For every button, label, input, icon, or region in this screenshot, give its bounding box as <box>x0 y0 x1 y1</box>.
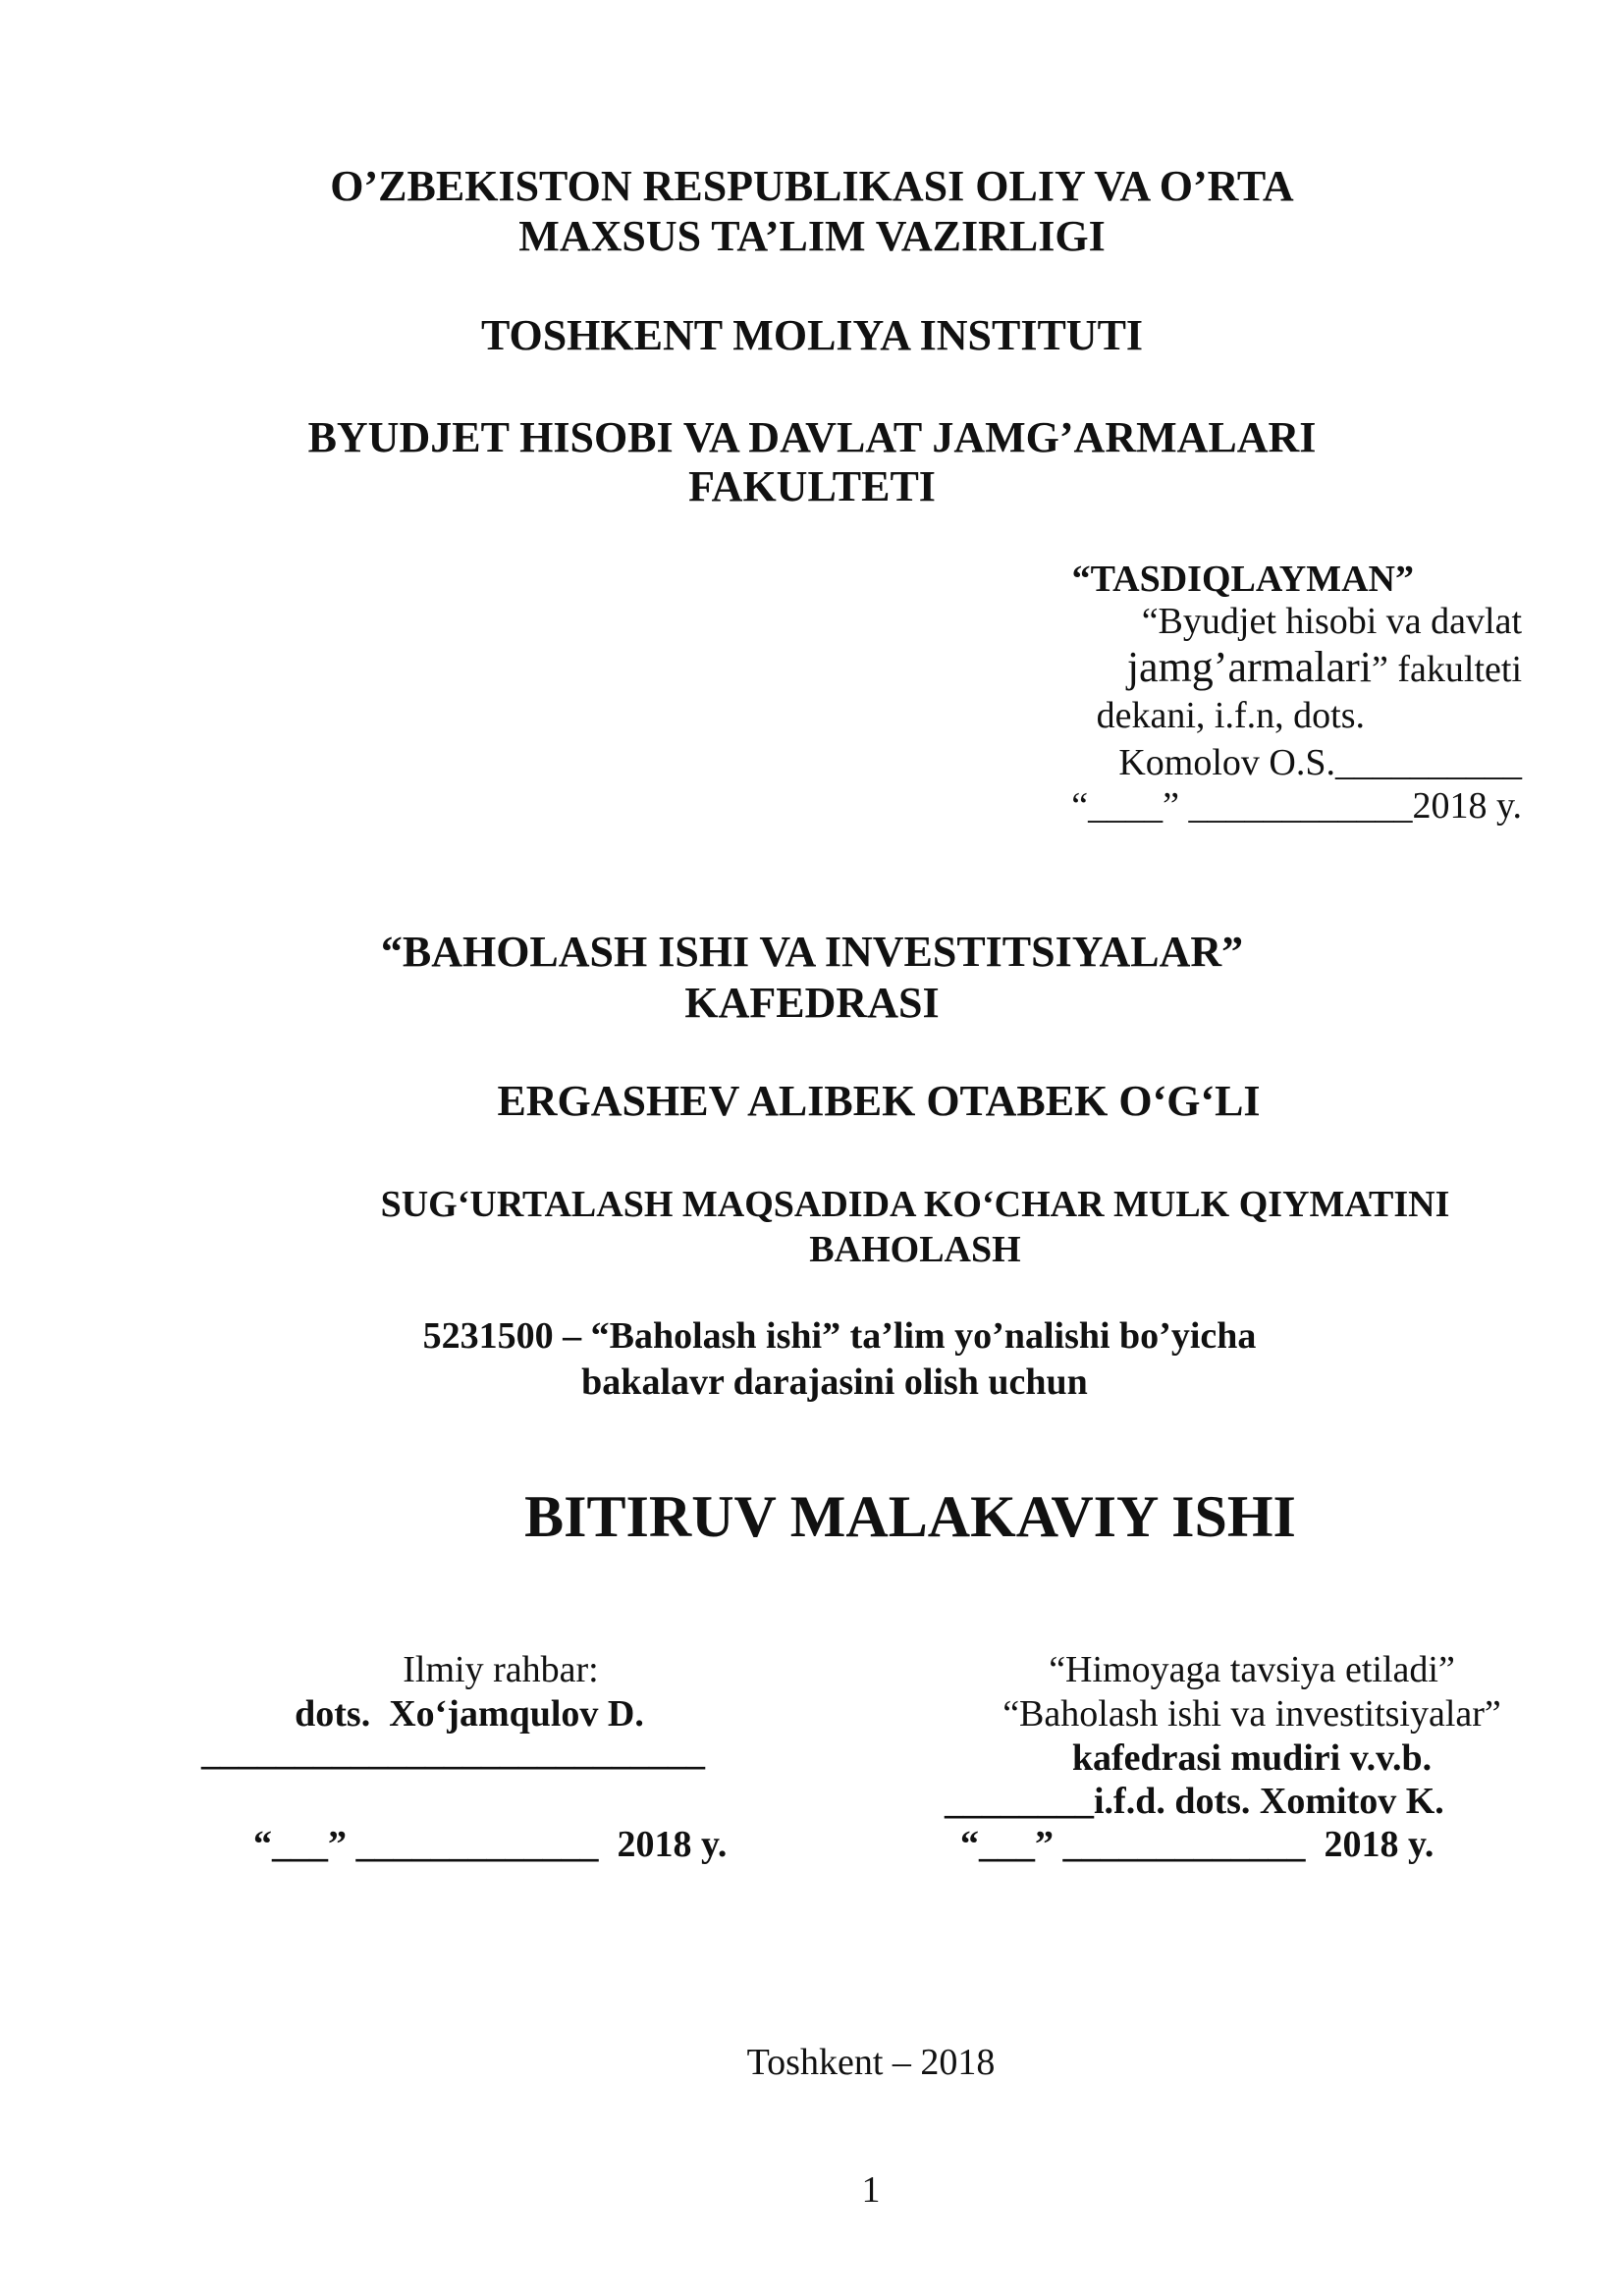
recommendation-line-2: “Baholash ishi va investitsiyalar” <box>1002 1693 1501 1735</box>
work-title: BITIRUV MALAKAVIY ISHI <box>524 1484 1296 1549</box>
recommendation-date: “___” _____________ 2018 y. <box>960 1824 1435 1865</box>
approval-line-2-faculty: jamg’armalari <box>1126 643 1373 691</box>
supervisor-signature-line: ___________________________ <box>201 1732 705 1773</box>
approval-title: “TASDIQLAYMAN” <box>1071 559 1414 600</box>
program-line-1: 5231500 – “Baholash ishi” ta’lim yo’nalishi bo’yicha <box>422 1315 1257 1357</box>
recommendation-line-1: “Himoyaga tavsiya etiladi” <box>1049 1649 1455 1690</box>
faculty-line-2: FAKULTETI <box>688 462 936 510</box>
approval-date: “____” ____________2018 y. <box>1071 785 1522 827</box>
institute-name: TOSHKENT MOLIYA INSTITUTI <box>480 311 1144 359</box>
department-line-2: KAFEDRASI <box>684 979 940 1027</box>
recommendation-line-4: ________i.f.d. dots. Xomitov K. <box>945 1781 1444 1822</box>
supervisor-name: dots. Xo‘jamqulov D. <box>295 1693 644 1735</box>
ministry-line-1: O’ZBEKISTON RESPUBLIKASI OLIY VA O’RTA <box>330 162 1294 210</box>
recommendation-line-3: kafedrasi mudiri v.v.b. <box>1071 1737 1433 1779</box>
faculty-line-1: BYUDJET HISOBI VA DAVLAT JAMG’ARMALARI <box>307 413 1317 461</box>
approval-line-2 <box>884 643 1522 691</box>
approval-line-2-suffix: ” fakulteti <box>1372 649 1522 690</box>
topic-line-1: SUG‘URTALASH MAQSADIDA KO‘CHAR MULK QIYMATINI <box>380 1184 1450 1225</box>
page-number: 1 <box>861 2169 881 2211</box>
approval-line-3: dekani, i.f.n, dots. <box>1096 695 1365 736</box>
program-line-2: bakalavr darajasini olish uchun <box>581 1362 1088 1403</box>
approval-line-4: Komolov O.S.__________ <box>1118 742 1522 783</box>
department-line-1: “BAHOLASH ISHI VA INVESTITSIYALAR” <box>380 928 1244 976</box>
approval-line-1: “Byudjet hisobi va davlat <box>1141 601 1522 642</box>
place-year: Toshkent – 2018 <box>746 2042 996 2083</box>
supervisor-date: “___” _____________ 2018 y. <box>253 1824 728 1865</box>
supervisor-label: Ilmiy rahbar: <box>403 1649 599 1690</box>
ministry-line-2: MAXSUS TA’LIM VAZIRLIGI <box>518 212 1106 260</box>
student-name: ERGASHEV ALIBEK OTABEK O‘G‘LI <box>497 1077 1261 1125</box>
topic-line-2: BAHOLASH <box>809 1229 1021 1270</box>
